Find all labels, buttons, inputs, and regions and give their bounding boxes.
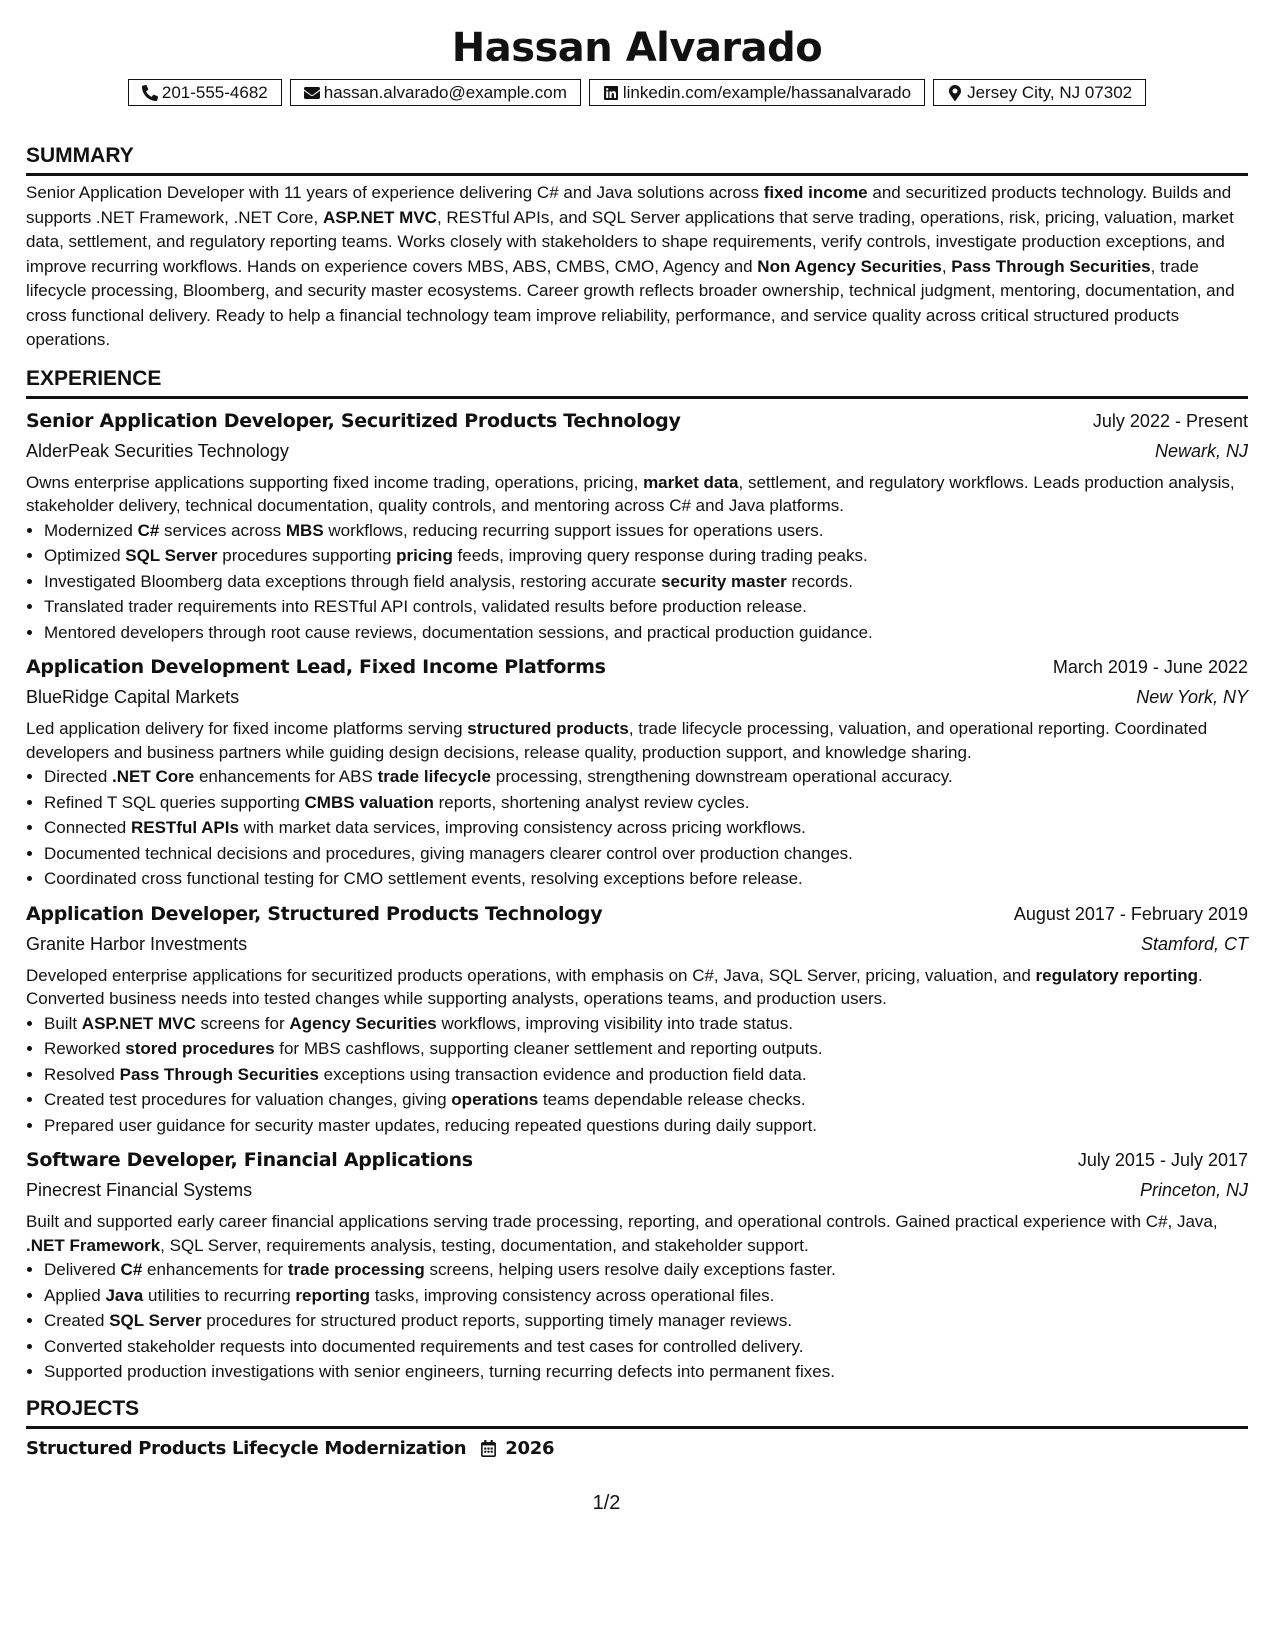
job-location: New York, NY (1136, 687, 1248, 707)
job-bullet: • Reworked stored procedures for MBS cashflows, supporting cleaner settlement and reporting outputs. (44, 1036, 1248, 1062)
job-company: AlderPeak Securities Technology (26, 440, 289, 461)
experience-section (26, 365, 1248, 1385)
job-company: BlueRidge Capital Markets (26, 687, 240, 707)
summary-heading: SUMMARY (26, 142, 1248, 176)
job-description: Led application delivery for fixed income platforms serving structured products, trade lifecycle processing, valuation, and operational reporting. Coordinated developers and business partners while guiding design decisions, release quality, production support, and knowledge sharing. (26, 719, 1208, 762)
job-bullet: • Applied Java utilities to recurring reporting tasks, improving consistency across operational files. (44, 1283, 1248, 1309)
contact-location-text: Jersey City, NJ 07302 (967, 82, 1133, 102)
contact-phone[interactable] (128, 79, 282, 106)
job-entry (26, 1145, 1248, 1385)
projects-heading: PROJECTS (26, 1395, 1248, 1429)
job-entry (26, 899, 1248, 1139)
project-name: Structured Products Lifecycle Modernization (26, 1437, 467, 1459)
job-title: Application Developer, Structured Products Technology (26, 902, 603, 925)
job-dates: March 2019 - June 2022 (1052, 657, 1248, 677)
experience-heading: EXPERIENCE (26, 365, 1248, 399)
job-bullet: • Refined T SQL queries supporting CMBS valuation reports, shortening analyst review cycles. (44, 790, 1248, 816)
calendar-icon (480, 1440, 497, 1457)
job-bullet: • Directed .NET Core enhancements for ABS trade lifecycle processing, strengthening downstream operational accuracy. (44, 764, 1248, 790)
job-bullet: • Created test procedures for valuation changes, giving operations teams dependable release checks. (44, 1087, 1248, 1113)
contact-linkedin-text: linkedin.com/example/hassanalvarado (622, 82, 912, 102)
page-number: 1/2 (592, 1492, 621, 1514)
contact-bar (26, 79, 1248, 106)
summary-text: Senior Application Developer with 11 years of experience delivering C# and Java solutions across fixed income and securitized products technology. Builds and supports .NET Framework, .NET Core, ASP.NET MVC, RESTful APIs, and SQL Server applications that serve trading, operations, risk, pricing, valuation, market data, settlement, and regulatory reporting teams. Works closely with stakeholders to shape requirements, verify controls, investigate production exceptions, and improve recurring workflows. Hands on experience covers MBS, ABS, CMBS, CMO, Agency and Non Agency Securities, Pass Through Securities, trade lifecycle processing, Bloomberg, and security master ecosystems. Career growth reflects broader ownership, technical judgment, mentoring, documentation, and cross functional delivery. Ready to help a financial technology team improve reliability, performance, and service quality across critical structured products operations. (26, 183, 1235, 349)
job-bullet: • Coordinated cross functional testing for CMO settlement events, resolving exceptions before release. (44, 866, 1248, 892)
job-bullet: • Supported production investigations with senior engineers, turning recurring defects into permanent fixes. (44, 1359, 1248, 1385)
job-bullet: • Translated trader requirements into RESTful API controls, validated results before production release. (44, 594, 1248, 620)
candidate-name: Hassan Alvarado (451, 25, 823, 71)
linkedin-icon (603, 85, 619, 101)
contact-email-text: hassan.alvarado@example.com (323, 82, 567, 102)
job-bullet: • Documented technical decisions and procedures, giving managers clearer control over production changes. (44, 841, 1248, 867)
job-entry (26, 652, 1248, 892)
map-pin-icon (947, 85, 963, 101)
summary-section (26, 142, 1248, 353)
resume-page (26, 22, 1248, 1463)
job-dates: July 2022 - Present (1092, 410, 1248, 431)
job-bullet: • Mentored developers through root cause reviews, documentation sessions, and practical production guidance. (44, 620, 1248, 646)
project-year: 2026 (505, 1437, 555, 1459)
contact-email[interactable] (290, 79, 581, 106)
job-location: Stamford, CT (1140, 933, 1248, 954)
job-bullet: • Converted stakeholder requests into documented requirements and test cases for controlled delivery. (44, 1334, 1248, 1360)
job-bullets (26, 1257, 1248, 1385)
job-location: Newark, NJ (1154, 440, 1248, 461)
job-entry (26, 406, 1248, 646)
job-bullet: • Resolved Pass Through Securities exceptions using transaction evidence and production field data. (44, 1062, 1248, 1088)
job-company: Pinecrest Financial Systems (26, 1180, 253, 1200)
job-description: Built and supported early career financial applications serving trade processing, reporting, and operational controls. Gained practical experience with C#, Java, .NET Framework, SQL Server, requirements analysis, testing, documentation, and stakeholder support. (26, 1212, 1218, 1255)
job-bullet: • Delivered C# enhancements for trade processing screens, helping users resolve daily exceptions faster. (44, 1257, 1248, 1283)
job-location: Princeton, NJ (1139, 1180, 1248, 1200)
job-description: Owns enterprise applications supporting fixed income trading, operations, pricing, market data, settlement, and regulatory workflows. Leads production analysis, stakeholder delivery, technical documentation, quality controls, and mentoring across C# and Java platforms. (26, 472, 1235, 515)
job-bullet: • Investigated Bloomberg data exceptions through field analysis, restoring accurate security master records. (44, 569, 1248, 595)
job-bullet: • Modernized C# services across MBS workflows, reducing recurring support issues for operations users. (44, 518, 1248, 544)
contact-linkedin[interactable] (589, 79, 925, 106)
job-title: Senior Application Developer, Securitized Products Technology (26, 409, 681, 432)
job-company: Granite Harbor Investments (26, 933, 248, 954)
project-entry (26, 1435, 1248, 1463)
job-bullet: • Created SQL Server procedures for structured product reports, supporting timely manager reviews. (44, 1308, 1248, 1334)
job-bullets (26, 518, 1248, 646)
envelope-icon (304, 85, 320, 101)
job-description: Developed enterprise applications for securitized products operations, with emphasis on C#, Java, SQL Server, pricing, valuation, and regulatory reporting. Converted business needs into tested changes while supporting analysts, operations teams, and production users. (26, 965, 1203, 1008)
job-title: Software Developer, Financial Applications (26, 1149, 473, 1171)
job-dates: July 2015 - July 2017 (1077, 1150, 1248, 1170)
contact-phone-text: 201-555-4682 (161, 82, 268, 102)
job-bullets (26, 1011, 1248, 1139)
job-bullet: • Optimized SQL Server procedures supporting pricing feeds, improving query response during trading peaks. (44, 543, 1248, 569)
job-title: Application Development Lead, Fixed Income Platforms (26, 656, 606, 678)
job-bullet: • Built ASP.NET MVC screens for Agency Securities workflows, improving visibility into trade status. (44, 1011, 1248, 1037)
phone-icon (142, 85, 158, 101)
job-bullet: • Prepared user guidance for security master updates, reducing repeated questions during daily support. (44, 1113, 1248, 1139)
projects-section (26, 1395, 1248, 1463)
job-dates: August 2017 - February 2019 (1013, 903, 1248, 924)
contact-location (933, 79, 1146, 106)
job-bullet: • Connected RESTful APIs with market data services, improving consistency across pricing workflows. (44, 815, 1248, 841)
job-bullets (26, 764, 1248, 892)
